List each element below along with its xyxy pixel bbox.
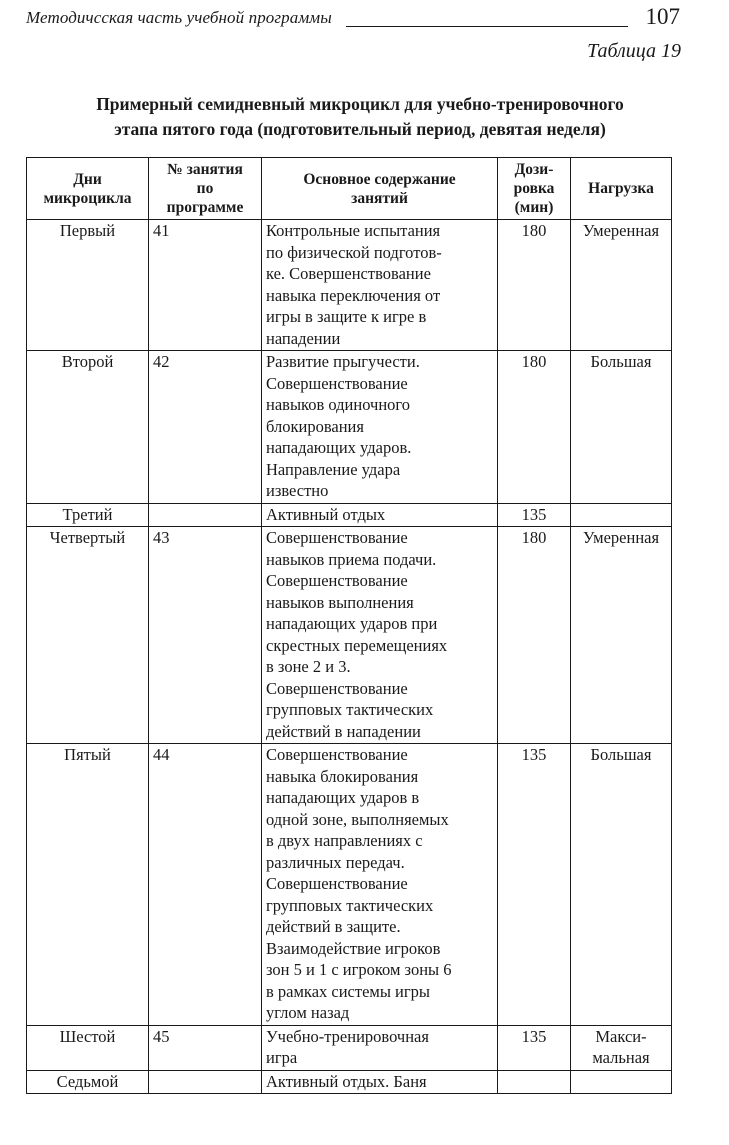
header-load: Нагрузка	[571, 158, 672, 220]
load-cell	[571, 503, 672, 527]
content-line: навыка блокирования	[266, 766, 419, 786]
lesson-number-cell: 45	[149, 1025, 262, 1070]
load-line: мальная	[592, 1048, 650, 1067]
content-line: навыков приема подачи.	[266, 549, 437, 569]
content-line: углом назад	[266, 1003, 350, 1022]
content-line: Активный отдых. Баня	[266, 1071, 427, 1091]
content-line: в рамках системы игры	[266, 981, 430, 1001]
content-cell	[262, 351, 498, 504]
load-cell	[571, 1025, 672, 1070]
microcycle-table	[26, 157, 672, 1094]
dose-cell: 135	[498, 744, 571, 1026]
content-cell	[262, 744, 498, 1026]
table-row	[27, 351, 672, 504]
content-line: нападающих ударов.	[266, 438, 412, 457]
content-line: нападающих ударов в	[266, 788, 420, 807]
header-content: Основное содержание занятий	[262, 158, 498, 220]
dose-cell: 180	[498, 220, 571, 351]
content-line: зон 5 и 1 с игроком зоны 6	[266, 960, 452, 979]
content-line: навыка переключения от	[266, 285, 441, 305]
content-line: Взаимодействие игроков	[266, 938, 441, 958]
caption-line-1: Примерный семидневный микроцикл для учебно-тренировочного	[96, 94, 624, 114]
content-line: навыков выполнения	[266, 592, 414, 612]
content-line: групповых тактических	[266, 700, 434, 719]
content-line: различных передач.	[266, 852, 405, 872]
content-line: Развитие прыгучести.	[266, 352, 420, 371]
header-row	[27, 158, 672, 220]
running-head-title: Методичсская часть учебной программы	[26, 8, 332, 27]
header-dose: Дози- ровка (мин)	[498, 158, 571, 220]
content-line: действий в нападении	[266, 721, 421, 741]
content-line: Совершенствование	[266, 874, 408, 893]
load-line: Макси-	[595, 1026, 647, 1046]
content-cell	[262, 220, 498, 351]
content-line: групповых тактических	[266, 895, 434, 915]
lesson-number-cell: 43	[149, 527, 262, 744]
content-line: Совершенствование	[266, 528, 408, 547]
load-line: Большая	[590, 352, 652, 371]
header-lesson-number: № занятия по программе	[149, 158, 262, 220]
table-row	[27, 503, 672, 527]
content-line: навыков одиночного	[266, 395, 411, 414]
content-cell	[262, 503, 498, 527]
table-row	[27, 1070, 672, 1094]
running-head-rule	[346, 26, 628, 27]
lesson-number-cell: 41	[149, 220, 262, 351]
day-cell: Шестой	[27, 1025, 149, 1070]
day-cell: Седьмой	[27, 1070, 149, 1094]
header-days: Дни микроцикла	[27, 158, 149, 220]
table-body	[27, 220, 672, 1094]
content-cell	[262, 1025, 498, 1070]
lesson-number-cell: 44	[149, 744, 262, 1026]
day-cell: Второй	[27, 351, 149, 504]
content-line: Совершенствование	[266, 678, 408, 698]
dose-cell: 135	[498, 1025, 571, 1070]
content-line: Активный отдых	[266, 504, 386, 524]
lesson-number-cell	[149, 503, 262, 527]
table-row	[27, 1025, 672, 1070]
content-line: игры в защите к игре в	[266, 307, 427, 326]
load-line: Умеренная	[582, 528, 660, 547]
day-cell: Первый	[27, 220, 149, 351]
table-row	[27, 220, 672, 351]
content-line: по физической подготов-	[266, 242, 442, 262]
dose-cell: 180	[498, 527, 571, 744]
content-line: Контрольные испытания	[266, 221, 441, 240]
content-line: известно	[266, 481, 329, 500]
load-cell	[571, 220, 672, 351]
day-cell: Четвертый	[27, 527, 149, 744]
running-head	[26, 4, 680, 30]
table-label: Таблица 19	[587, 40, 681, 62]
table-row	[27, 527, 672, 744]
content-line: Совершенствование	[266, 745, 408, 764]
content-line: ке. Совершенствование	[266, 264, 431, 283]
content-line: Учебно-тренировочная	[266, 1026, 429, 1046]
table-row	[27, 744, 672, 1026]
load-cell	[571, 527, 672, 744]
content-line: в зоне 2 и 3.	[266, 657, 351, 676]
content-line: нападении	[266, 328, 341, 348]
dose-cell: 135	[498, 503, 571, 527]
content-line: Совершенствование	[266, 571, 408, 590]
content-line: Совершенствование	[266, 373, 408, 393]
dose-cell: 180	[498, 351, 571, 504]
content-cell	[262, 527, 498, 744]
load-line: Большая	[590, 745, 652, 764]
lesson-number-cell	[149, 1070, 262, 1094]
content-line: Направление удара	[266, 459, 401, 479]
content-line: одной зоне, выполняемых	[266, 809, 449, 829]
content-line: нападающих ударов при	[266, 614, 438, 633]
dose-cell	[498, 1070, 571, 1094]
day-cell: Третий	[27, 503, 149, 527]
load-cell	[571, 744, 672, 1026]
content-line: блокирования	[266, 416, 364, 436]
load-cell	[571, 351, 672, 504]
content-line: игра	[266, 1048, 298, 1067]
day-cell: Пятый	[27, 744, 149, 1026]
page-number: 107	[645, 4, 680, 29]
table-caption	[20, 92, 700, 142]
content-line: скрестных перемещениях	[266, 635, 448, 655]
load-cell	[571, 1070, 672, 1094]
load-line: Умеренная	[582, 221, 660, 240]
content-line: в двух направлениях с	[266, 831, 423, 850]
content-cell	[262, 1070, 498, 1094]
content-line: действий в защите.	[266, 917, 401, 936]
lesson-number-cell: 42	[149, 351, 262, 504]
caption-line-2: этапа пятого года (подготовительный период, девятая неделя)	[114, 119, 606, 139]
